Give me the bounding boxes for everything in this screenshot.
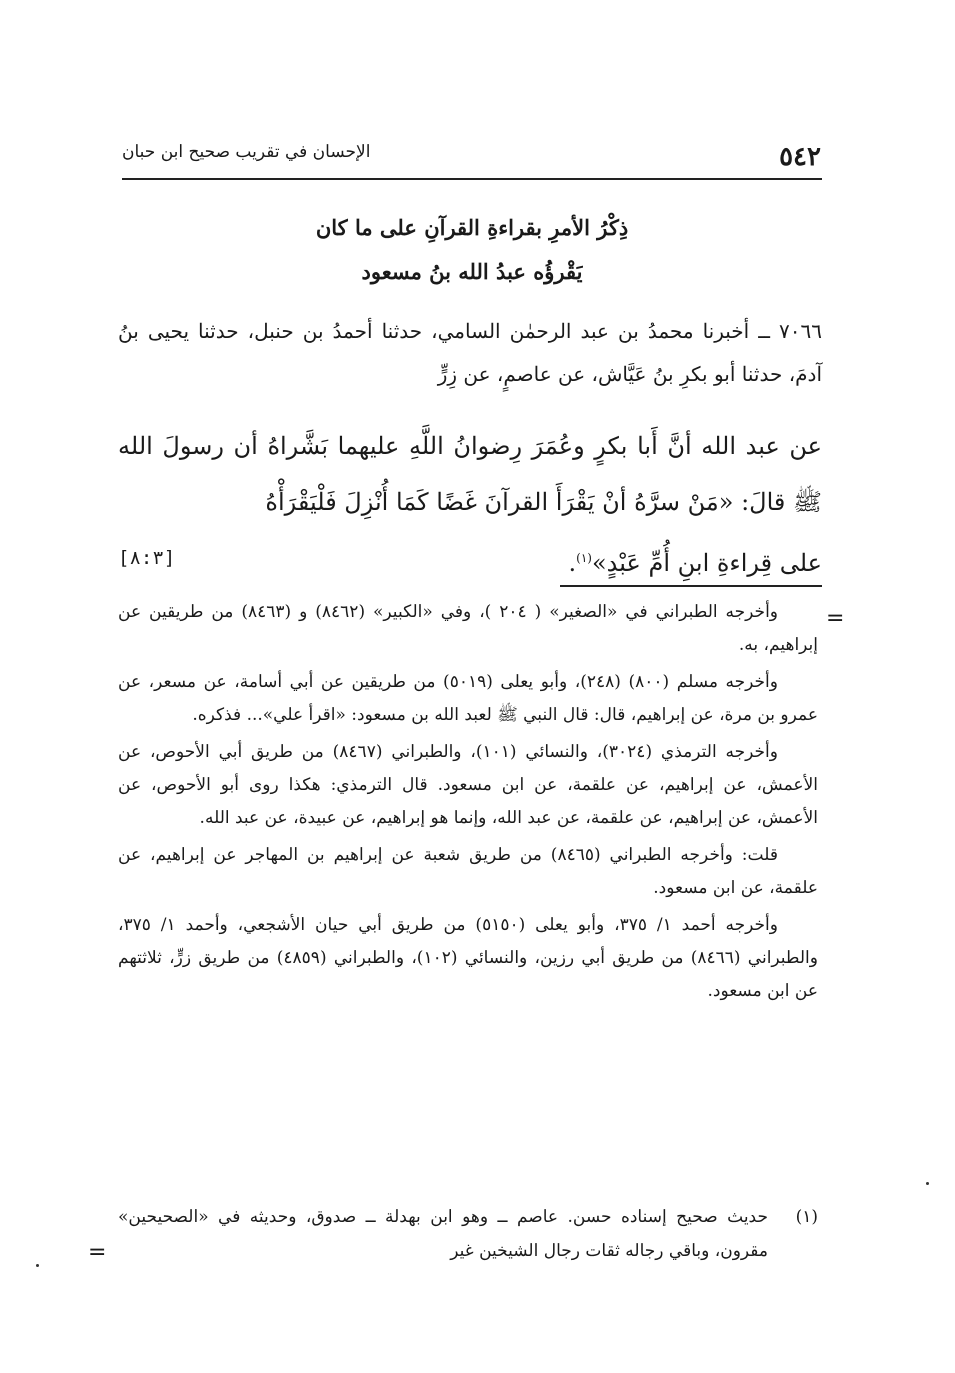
matn-period: . [568,549,577,577]
chapter-heading-line-2: يَقْرؤُه عبدُ الله بنُ مسعود [361,259,583,284]
reference-code: [٨:٣] [118,547,176,569]
chapter-heading [122,206,822,294]
takhrij-notes [118,596,818,1012]
note-paragraph: وأخرجه مسلم (٨٠٠) (٢٤٨)، وأبو يعلى (٥٠١٩) من طريقين عن أبي أسامة، عن مسعر، عن عمرو بن مرة، عن إبراهيم، قال: قال النبي ﷺ لعبد الله بن مسعود: «اقرأ علي»... فذكره. [118,672,818,725]
note-paragraph: وأخرجه الطبراني في «الصغير» ( ٢٠٤ )، وفي «الكبير» (٨٤٦٢) و (٨٤٦٣) من طريقين عن إبراهيم، به. [118,602,818,655]
running-title: الإحسان في تقريب صحيح ابن حبان [122,142,371,162]
note-paragraph: قلت: وأخرجه الطبراني (٨٤٦٥) من طريق شعبة عن إبراهيم بن المهاجر عن إبراهيم، عن علقمة، عن ابن مسعود. [118,845,818,898]
hadith-matn [118,418,822,591]
header-rule [122,178,822,180]
chapter-heading-line-1: ذِكْرُ الأمرِ بقراءةِ القرآنِ على ما كان [315,215,629,240]
continuation-mark-bottom: = [88,1240,107,1265]
note-paragraph: وأخرجه أحمد ١/ ٣٧٥، وأبو يعلى (٥١٥٠) من طريق أبي حيان الأشجعي، وأحمد ١/ ٣٧٥، والطبراني (٨٤٦٦) من طريق أبي رزين، والنسائي (١٠٢)، والطبراني (٤٨٥٩) من طريق زرٍّ، ثلاثتهم عن ابن مسعود. [118,915,818,1001]
footnote [118,1200,818,1268]
footnote-rule [560,585,822,587]
scan-speck [926,1182,929,1185]
scan-speck [36,1264,39,1267]
page-number: ٥٤٢ [779,142,821,172]
footnote-number: (١) [795,1207,818,1227]
hadith-matn-end-text: على قِراءةِ ابنِ أُمِّ عَبْدٍ» [591,549,822,577]
footnote-text: حديث صحيح إسناده حسن. عاصم ــ وهو ابن بهدلة ــ صدوق، وحديثه في «الصحيحين» مقرون، وباقي رجاله ثقات رجال الشيخين غير [118,1207,768,1261]
note-paragraph: وأخرجه الترمذي (٣٠٢٤)، والنسائي (١٠١)، والطبراني (٨٤٦٧) من طريق أبي الأحوص، عن الأعمش، عن إبراهيم، عن علقمة، عن ابن مسعود. قال الترمذي: هكذا روى أبو الأحوص، عن الأعمش، عن إبراهيم، عن علقمة، عن عبد الله، وإنما هو إبراهيم، عن عبيدة، عن عبد الله. [118,742,818,828]
hadith-matn-text: عن عبد الله أنَّ أَبا بكرٍ وعُمَرَ رِضوانُ اللَّهِ عليهما بَشَّراهُ أن رسولَ الله ﷺ قالَ: «مَنْ سرَّهُ أنْ يَقْرَأَ القرآنَ غَضًا كَمَا أُنْزِلَ فَلْيَقْرَأْهُ [118,432,823,516]
hadith-matn-end [569,530,822,591]
hadith-matn-last-line [118,530,822,591]
hadith-isnad: ٧٠٦٦ ــ أخبرنا محمدُ بن عبد الرحمٰن السامي، حدثنا أحمدُ بن حنبل، حدثنا يحيى بنُ آدمَ، حدثنا أبو بكرِ بنُ عَيَّاش، عن عاصمٍ، عن زِرٍّ [118,319,822,386]
continuation-mark-top: = [826,606,845,631]
footnote-marker: (١) [576,551,592,565]
